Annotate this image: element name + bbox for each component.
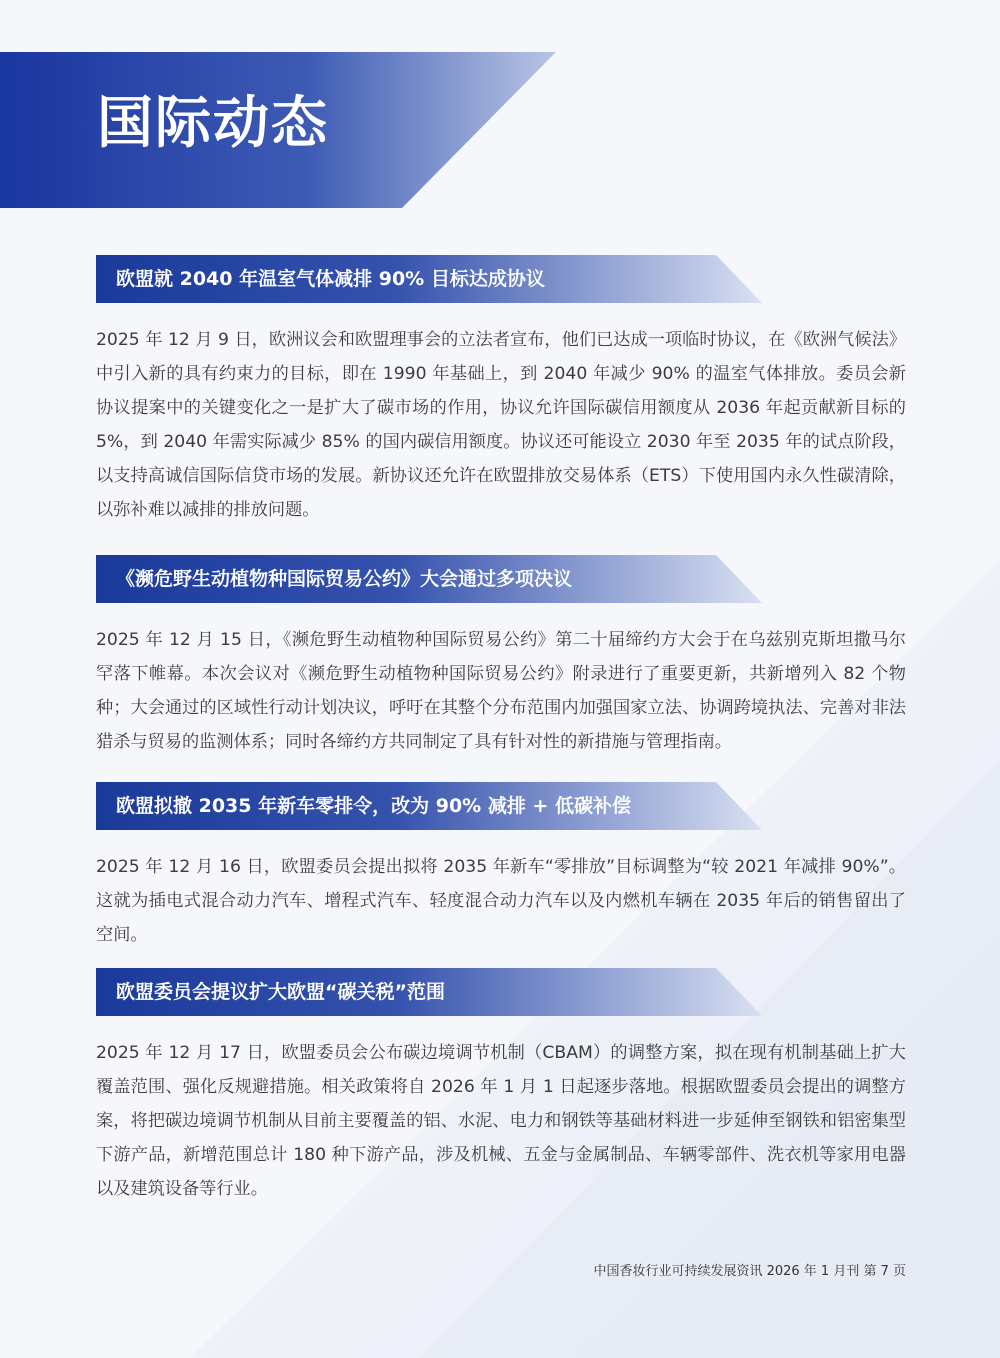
section-title: 欧盟委员会提议扩大欧盟“碳关税”范围 (116, 981, 445, 1003)
news-section (0, 255, 1000, 527)
section-title: 欧盟就 2040 年温室气体减排 90% 目标达成协议 (116, 268, 545, 290)
section-header (96, 255, 762, 303)
section-body: 2025 年 12 月 16 日，欧盟委员会提出拟将 2035 年新车“零排放”目标调整为“较 2021 年减排 90%”。这就为插电式混合动力汽车、增程式汽车、轻度混合动力汽车以及内燃机车辆在 2035 年后的销售留出了空间。 (96, 857, 906, 945)
section-title: 欧盟拟撤 2035 年新车零排令，改为 90% 减排 + 低碳补偿 (116, 795, 631, 817)
section-header (96, 555, 762, 603)
news-section (0, 968, 1000, 1206)
section-header (96, 782, 762, 830)
section-title: 《濒危野生动植物种国际贸易公约》大会通过多项决议 (116, 568, 573, 590)
page-title: 国际动态 (97, 91, 329, 156)
section-header (96, 968, 762, 1016)
page-footer: 中国香妆行业可持续发展资讯 2026 年 1 月刊 第 7 页 (593, 1264, 906, 1279)
section-body: 2025 年 12 月 9 日，欧洲议会和欧盟理事会的立法者宣布，他们已达成一项临时协议，在《欧洲气候法》中引入新的具有约束力的目标，即在 1990 年基础上，到 2040 年减少 90% 的温室气体排放。委员会新协议提案中的关键变化之一是扩大了碳市场的作用，协议允许国际碳信用额度从 2036 年起贡献新目标的 5%，到 2040 年需实际减少 85% 的国内碳信用额度。协议还可能设立 2030 年至 2035 年的试点阶段，以支持高诚信国际信贷市场的发展。新协议还允许在欧盟排放交易体系（ETS）下使用国内永久性碳清除，以弥补难以减排的排放问题。 (96, 330, 906, 520)
section-body: 2025 年 12 月 15 日，《濒危野生动植物种国际贸易公约》第二十届缔约方大会于在乌兹别克斯坦撒马尔罕落下帷幕。本次会议对《濒危野生动植物种国际贸易公约》附录进行了重要更新，共新增列入 82 个物种；大会通过的区域性行动计划决议，呼吁在其整个分布范围内加强国家立法、协调跨境执法、完善对非法猎杀与贸易的监测体系；同时各缔约方共同制定了具有针对性的新措施与管理指南。 (96, 630, 906, 752)
news-section (0, 782, 1000, 952)
section-body: 2025 年 12 月 17 日，欧盟委员会公布碳边境调节机制（CBAM）的调整方案，拟在现有机制基础上扩大覆盖范围、强化反规避措施。相关政策将自 2026 年 1 月 1 日起逐步落地。根据欧盟委员会提出的调整方案，将把碳边境调节机制从目前主要覆盖的铝、水泥、电力和钢铁等基础材料进一步延伸至钢铁和铝密集型下游产品，新增范围总计 180 种下游产品，涉及机械、五金与金属制品、车辆零部件、洗衣机等家用电器以及建筑设备等行业。 (96, 1043, 906, 1199)
news-section (0, 555, 1000, 759)
